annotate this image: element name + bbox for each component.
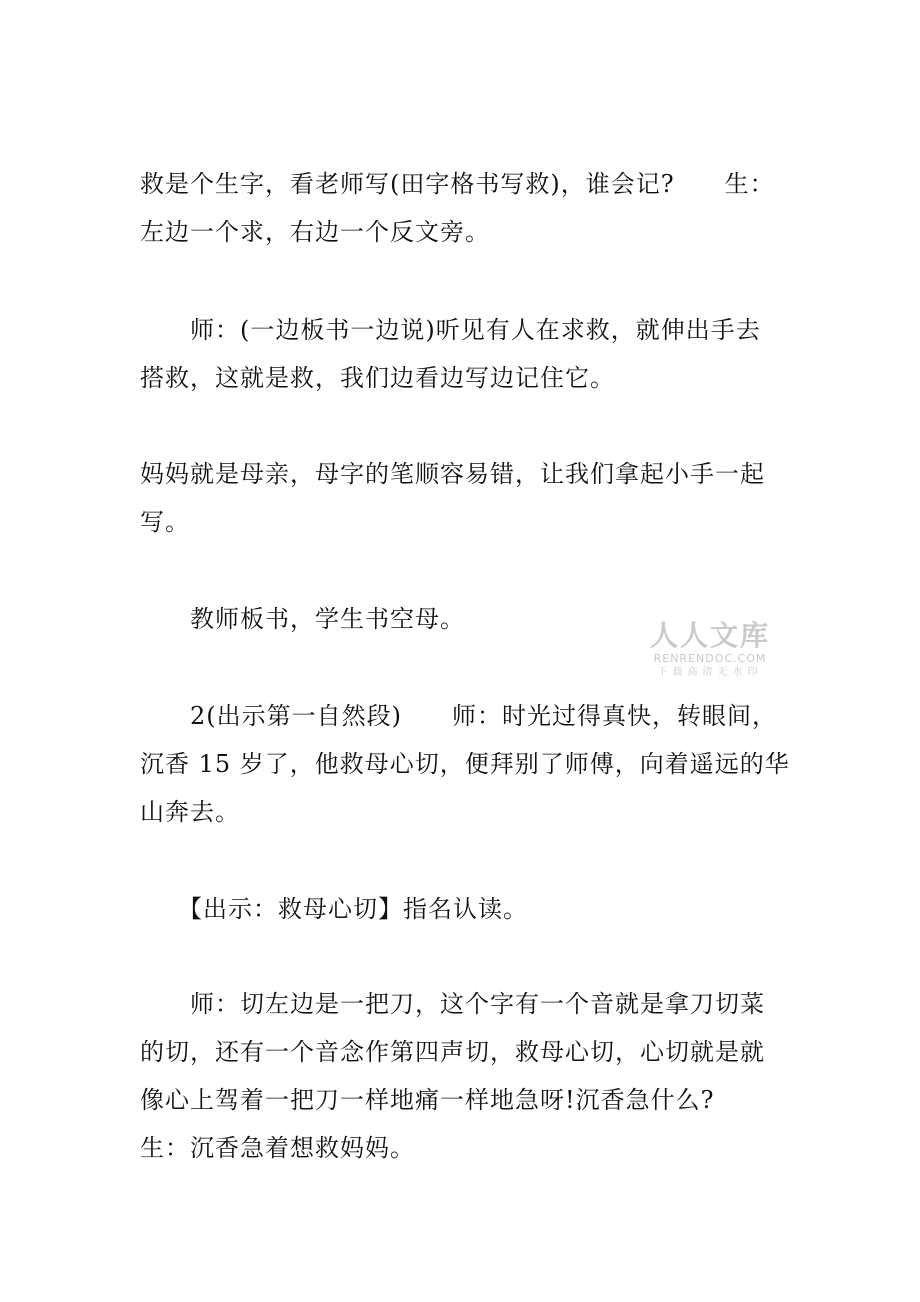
paragraph-1 (140, 160, 780, 256)
text-line: 师：(一边板书一边说)听见有人在求救，就伸出手去 (140, 316, 761, 344)
paragraph-7 (140, 980, 780, 1172)
paragraph-6 (140, 885, 780, 933)
text-line: 师：切左边是一把刀，这个字有一个音就是拿刀切菜 (140, 990, 765, 1018)
text-line: 搭救，这就是救，我们边看边写边记住它。 (140, 364, 615, 392)
text-line: 像心上驾着一把刀一样地痛一样地急呀!沉香急什么? (140, 1086, 715, 1114)
paragraph-3 (140, 450, 780, 546)
watermark-title: 人人文库 (649, 619, 770, 652)
text-line: 2(出示第一自然段) 师：时光过得真快，转眼间， (140, 702, 777, 730)
text-line: 【出示：救母心切】指名认读。 (140, 895, 528, 923)
text-line: 生：沉香急着想救妈妈。 (140, 1134, 415, 1162)
watermark-domain: RENRENDOC.COM (653, 652, 767, 665)
text-line: 沉香 15 岁了，他救母心切，便拜别了师傅，向着遥远的华 (140, 750, 790, 778)
text-line: 的切，还有一个音念作第四声切，救母心切，心切就是就 (140, 1038, 765, 1066)
text-line: 写。 (140, 508, 190, 536)
watermark-subtitle: 下载高清无水印 (657, 667, 763, 678)
text-line: 山奔去。 (140, 798, 240, 826)
text-line: 妈妈就是母亲，母字的笔顺容易错，让我们拿起小手一起 (140, 460, 765, 488)
text-line: 左边一个求，右边一个反文旁。 (140, 218, 490, 246)
paragraph-2 (140, 306, 780, 402)
text-line: 教师板书，学生书空母。 (140, 605, 465, 633)
watermark-logo (640, 620, 780, 682)
paragraph-5 (140, 692, 790, 836)
text-line: 救是个生字，看老师写(田字格书写救)，谁会记? 生： (140, 170, 775, 198)
